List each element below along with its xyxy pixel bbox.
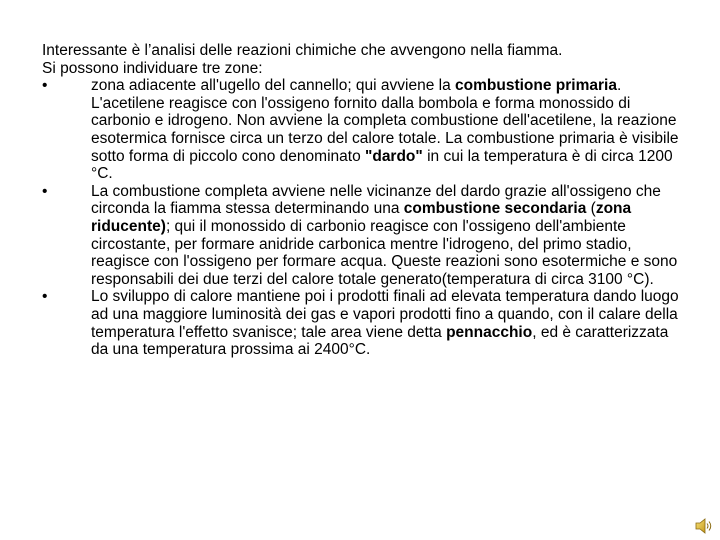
bullet-item-plume-zone bbox=[42, 288, 682, 358]
bullet-marker: • bbox=[42, 288, 48, 306]
text-run: in cui la temperatura è di circa 1200 °C. bbox=[91, 147, 673, 183]
intro-line-2: Si possono individuare tre zone: bbox=[42, 59, 263, 77]
bullet-marker: • bbox=[42, 182, 48, 200]
text-run: , ed è caratterizzata da una temperatura prossima ai 2400°C. bbox=[91, 323, 669, 359]
bullet-item-primary-zone bbox=[42, 77, 682, 183]
bullet-marker: • bbox=[42, 77, 48, 95]
speaker-icon[interactable] bbox=[694, 516, 714, 536]
bullet-item-secondary-zone bbox=[42, 183, 682, 289]
bold-term-pennacchio: pennacchio bbox=[446, 323, 533, 341]
bullet-text bbox=[91, 183, 682, 289]
text-run: Lo sviluppo di calore mantiene poi i prodotti finali ad elevata temperatura dando luogo ad una maggiore luminosità dei gas e vapori prodotti fino a quando, con il calare della temperatura l'effetto svanisce; tale area viene detta bbox=[91, 288, 679, 341]
bold-term-dardo: "dardo" bbox=[365, 147, 423, 165]
text-run: . L'acetilene reagisce con l'ossigeno fornito dalla bombola e forma monossido di carbonio e idrogeno. Non avviene la completa combustione dell'acetilene, la reazione esotermica fornisce circa un terzo del calore totale. La combustione primaria è visibile sotto forma di piccolo cono denominato bbox=[91, 77, 679, 165]
bold-term-combustione-primaria: combustione primaria bbox=[455, 77, 617, 95]
bullet-text bbox=[91, 77, 682, 183]
text-run: ( bbox=[586, 200, 596, 218]
intro-line-1: Interessante è l’analisi delle reazioni chimiche che avvengono nella fiamma. bbox=[42, 42, 563, 59]
text-run: La combustione completa avviene nelle vicinanze del dardo grazie all'ossigeno che circonda la fiamma stessa determinando una bbox=[91, 182, 661, 218]
text-run: ; qui il monossido di carbonio reagisce con l'ossigeno dell'ambiente circostante, per formare anidride carbonica mentre l'idrogeno, del primo stadio, reagisce con l'ossigeno per formare acqua. Queste reazioni sono esotermiche e sono responsabili dei due terzi del calore totale generato(temperatura di circa 3100 °C). bbox=[91, 217, 678, 288]
bold-term-combustione-secondaria: combustione secondaria bbox=[403, 200, 587, 218]
slide-body bbox=[42, 42, 682, 359]
text-run: zona adiacente all'ugello del cannello; qui avviene la bbox=[91, 77, 456, 95]
bold-term-zona-riducente: zona riducente) bbox=[91, 200, 632, 235]
bullet-text bbox=[91, 288, 682, 358]
